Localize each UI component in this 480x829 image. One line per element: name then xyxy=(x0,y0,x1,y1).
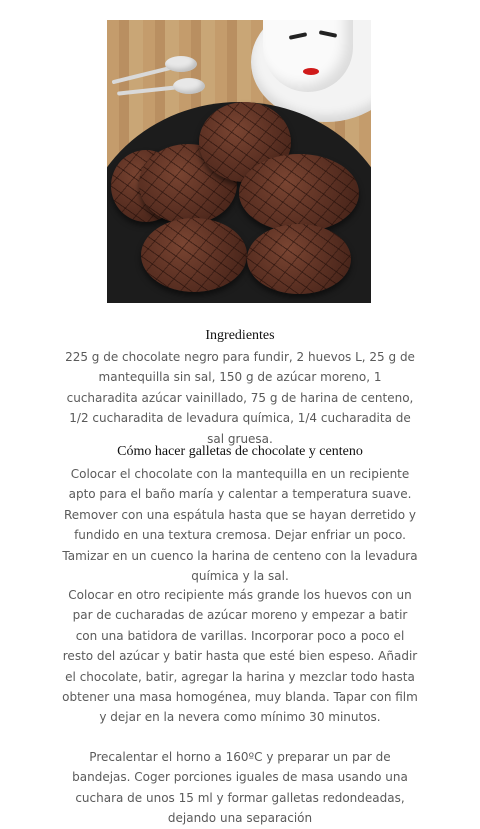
spoon-head-2 xyxy=(173,78,205,94)
method-heading: Cómo hacer galletas de chocolate y centeno xyxy=(117,444,363,459)
cookie xyxy=(141,218,247,292)
method-paragraph-2: Colocar en otro recipiente más grande los huevos con un par de cucharadas de azúcar moreno y empezar a batir con una batidora de varillas. Incorporar poco a poco el resto del azúcar y batir hasta que esté bien espeso. Añadir el chocolate, batir, agregar la harina y mezclar todo hasta obtener una masa homogénea, muy blanda. Tapar con film y dejar en la nevera como mínimo 30 minutos. xyxy=(62,588,418,725)
ingredients-heading: Ingredientes xyxy=(205,328,275,343)
method-paragraph-3: Precalentar el horno a 160ºC y preparar un par de bandejas. Coger porciones iguales de masa usando una cuchara de unos 15 ml y formar galletas redondeadas, dejando una separación xyxy=(72,750,408,826)
ingredients-text: 225 g de chocolate negro para fundir, 2 huevos L, 25 g de mantequilla sin sal, 150 g de azúcar moreno, 1 cucharadita azúcar vainillado, 75 g de harina de centeno, 1/2 cucharadita de levadura química, 1/4 cucharadita de sal gruesa. xyxy=(65,350,415,446)
recipe-photo xyxy=(107,20,371,303)
cookie xyxy=(247,224,351,294)
cookie xyxy=(239,154,359,232)
cup-lips xyxy=(303,68,319,75)
cup-eye-right xyxy=(319,30,337,38)
cup-eye-left xyxy=(289,32,307,40)
spoon-head xyxy=(165,56,197,72)
method-paragraph-1: Colocar el chocolate con la mantequilla en un recipiente apto para el baño maría y calentar a temperatura suave. Remover con una espátula hasta que se hayan derretido y fundido en una textura cremosa. Dejar enfriar un poco. Tamizar en un cuenco la harina de centeno con la levadura química y la sal. xyxy=(62,467,418,584)
